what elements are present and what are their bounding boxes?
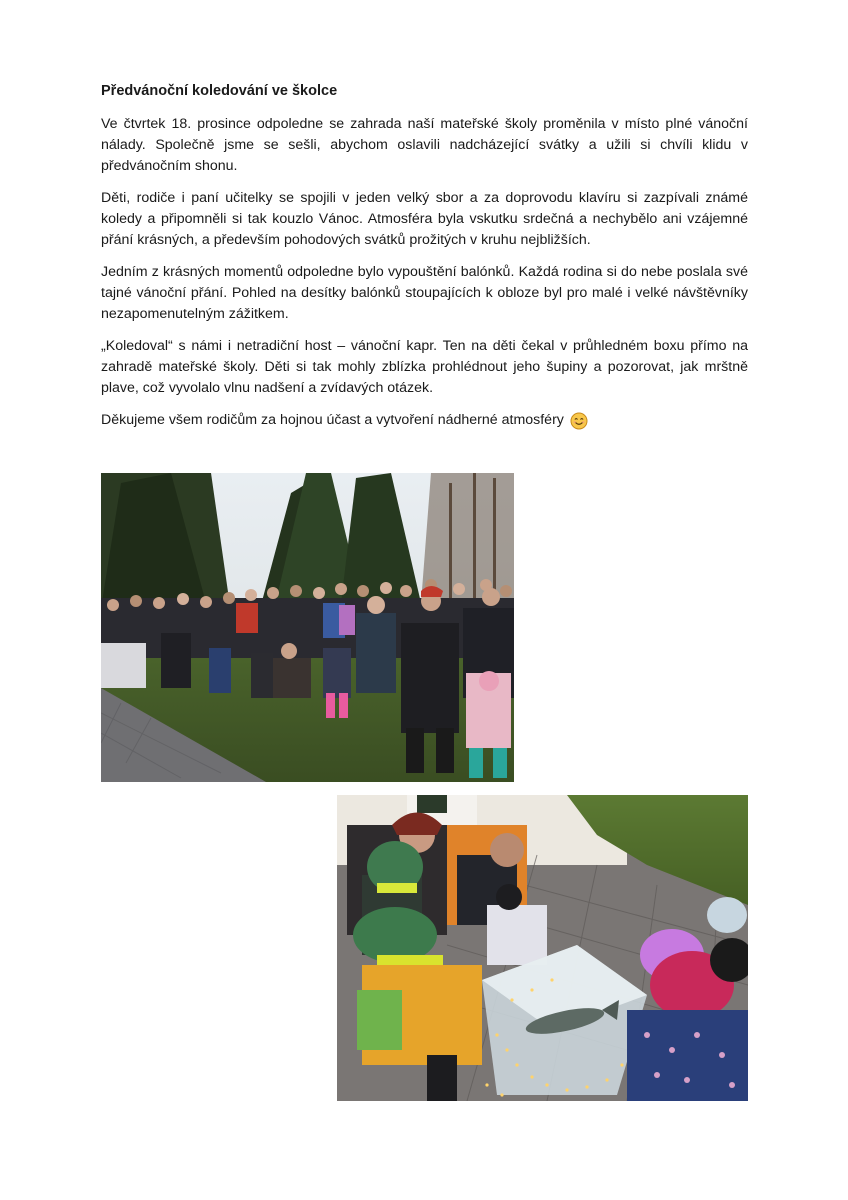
closing-text: Děkujeme všem rodičům za hojnou účast a vytvoření nádherné atmosféry [101,412,564,428]
paragraph-carp: „Koledoval“ s námi i netradiční host – vánoční kapr. Ten na děti čekal v průhledném boxu přímo na zahradě mateřské školy. Děti si tak mohly zblízka prohlédnout jeho šupiny a pozorovat, jak mrštně plave, což vyvolalo vlnu nadšení a zvídavých otázek. [101,338,748,396]
photo-carp-box [337,795,748,1101]
paragraph-balloons: Jedním z krásných momentů odpoledne bylo vypouštění balónků. Každá rodina si do nebe poslala své tajné vánoční přání. Pohled na desítky balónků stoupajících k obloze byl pro malé i velké návštěvníky nezapomenutelným zážitkem. [101,264,748,322]
closing-line [101,410,748,431]
paragraph-intro: Ve čtvrtek 18. prosince odpoledne se zahrada naší mateřské školy proměnila v místo plné vánoční nálady. Společně jsme se sešli, abychom oslavili nadcházející svátky a užili si chvíli klidu v předvánočním shonu. [101,116,748,174]
smiling-face-icon [570,412,588,430]
article-title: Předvánoční koledování ve školce [101,83,338,99]
article [101,82,748,431]
photo-garden-crowd [101,473,514,782]
paragraph-carols: Děti, rodiče i paní učitelky se spojili v jeden velký sbor a za doprovodu klavíru si zazpívali známé koledy a připomněli si tak kouzlo Vánoc. Atmosféra byla vskutku srdečná a nechybělo ani vzájemné přání krásných, a především pohodových svátků prožitých v kruhu nejbližších. [101,190,748,248]
